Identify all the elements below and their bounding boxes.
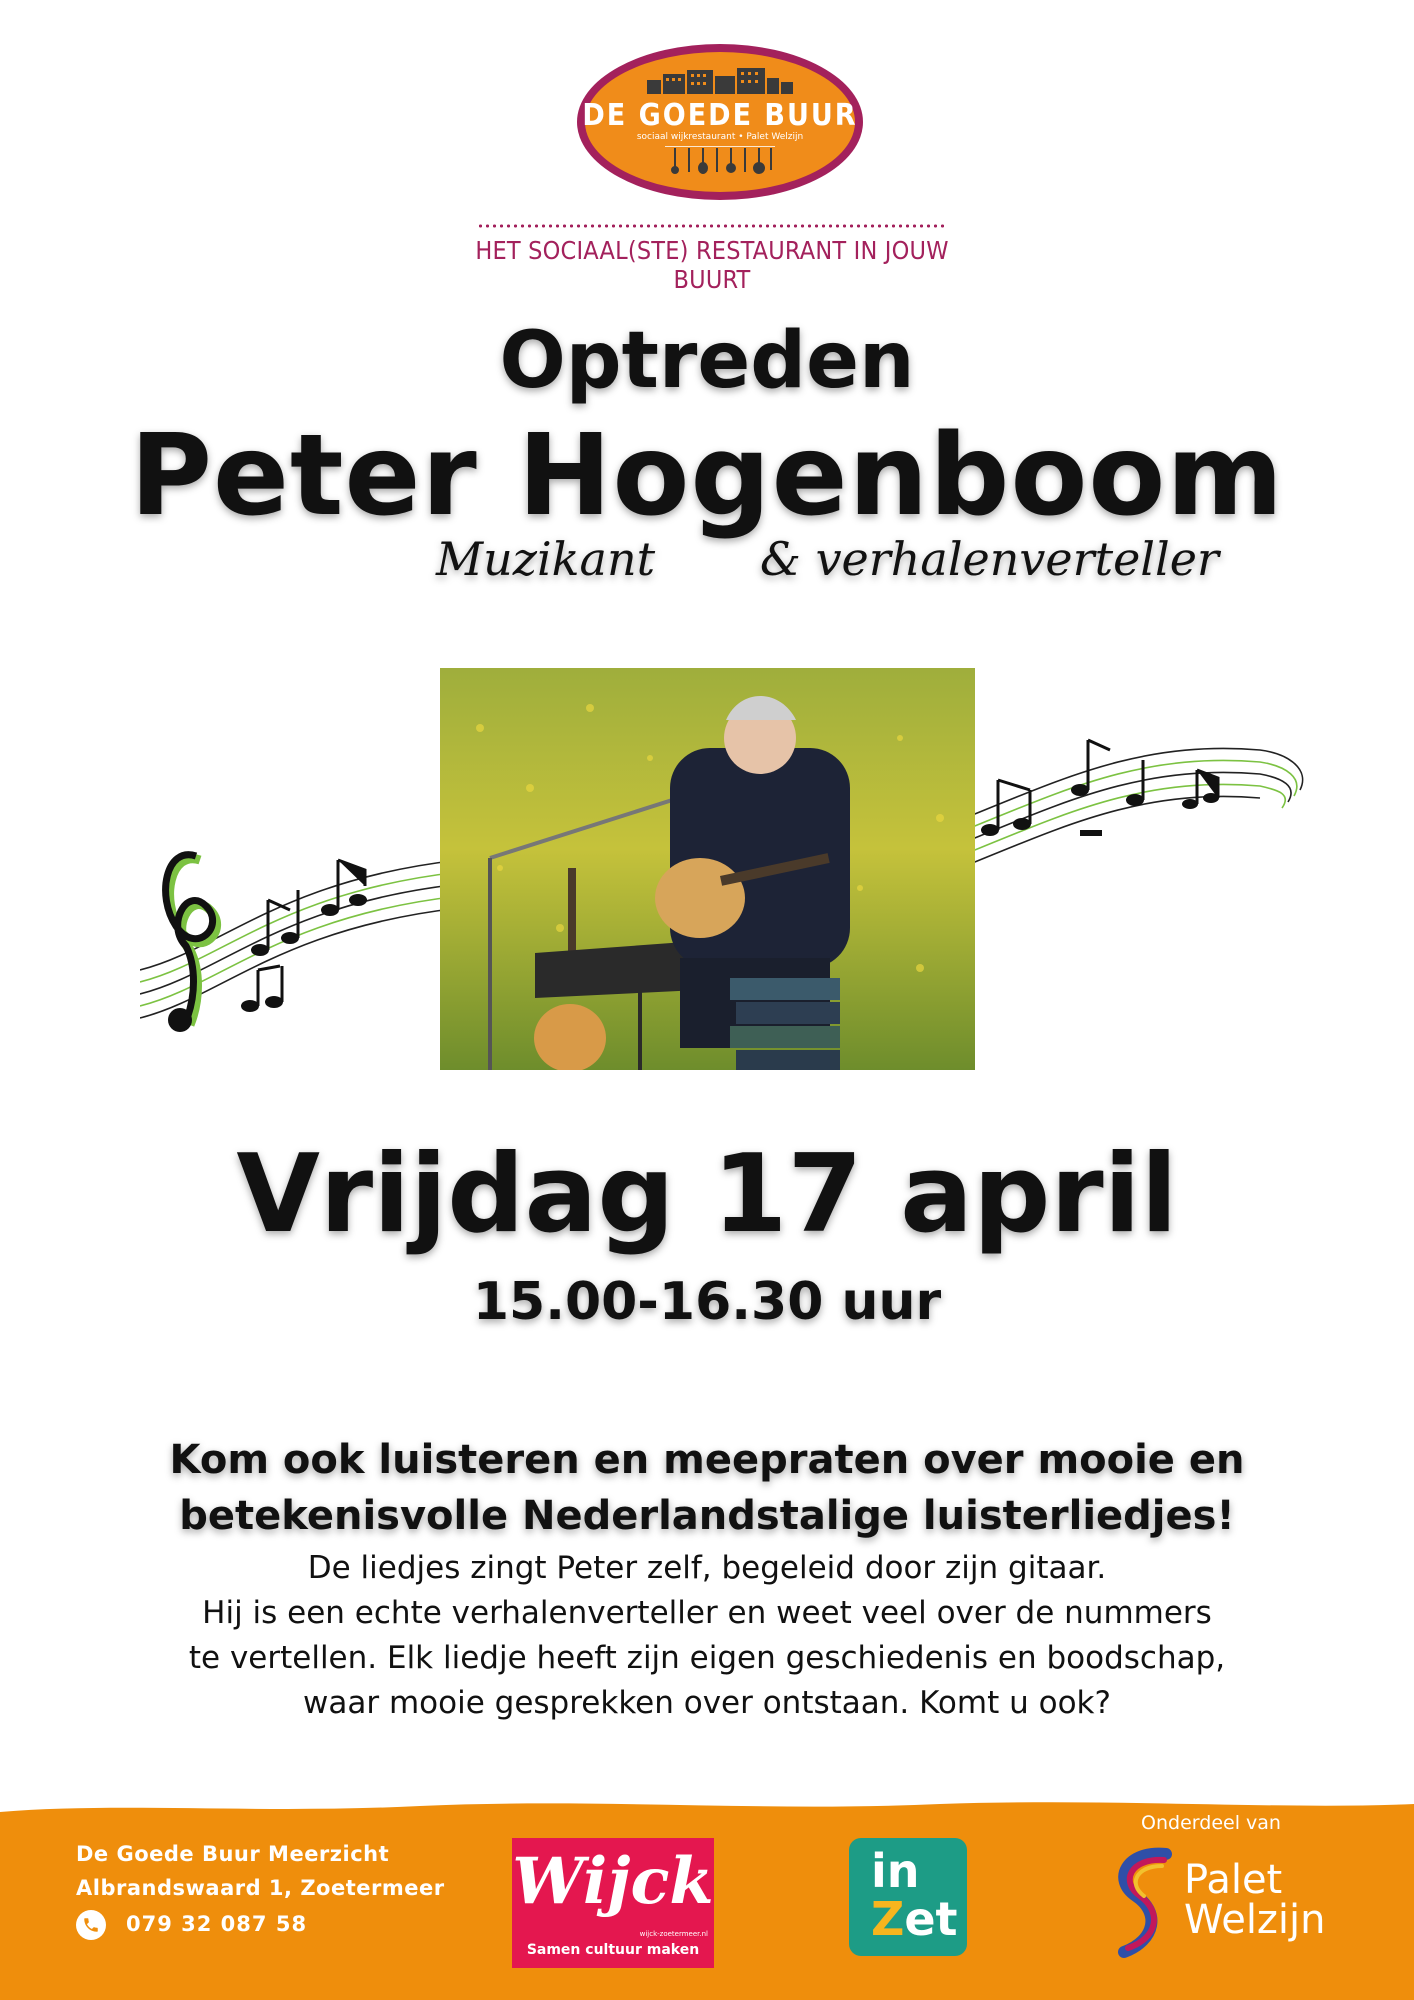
description-lead: Kom ook luisteren en meepraten over mooie en betekenisvolle Nederlandstalige luisterliedjes! [169,1437,1245,1539]
description-line: Hij is een echte verhalenverteller en weet veel over de nummers [202,1595,1212,1631]
music-staff-right [960,720,1310,880]
logo-divider [665,146,775,147]
tagline: HET SOCIAAL(STE) RESTAURANT IN JOUW BUURT [475,236,949,294]
wijck-url: wijck-zoetermeer.nl [639,1930,708,1938]
phone-number: 079 32 087 58 [126,1912,308,1936]
description-line: waar mooie gesprekken over ontstaan. Komt u ook? [303,1685,1111,1721]
event-time: 15.00-16.30 uur [472,1272,942,1332]
skyline-icon [645,66,795,94]
performer-role-verhalenverteller: & verhalenverteller [760,532,1219,586]
kitchen-tools-icon [667,148,777,174]
performer-role-muzikant: Muzikant [436,532,656,586]
music-staff-left [140,820,460,1050]
wijck-tagline: Samen cultuur maken [526,1942,700,1958]
description-line: te vertellen. Elk liedje heeft zijn eigen geschiedenis en boodschap, [188,1640,1226,1676]
description-body [110,1546,1304,1726]
dotted-divider [477,224,947,228]
venue-address: Albrandswaard 1, Zoetermeer [76,1876,445,1900]
onderdeel-van-label: Onderdeel van [1141,1812,1281,1834]
inzet-logo [849,1838,967,1956]
performer-photo [440,668,975,1070]
palet-swoosh-icon [1106,1840,1180,1960]
venue-name: De Goede Buur Meerzicht [76,1842,390,1866]
event-date: Vrijdag 17 april [236,1132,1178,1257]
inzet-z: Z [871,1892,905,1946]
palet-line1: Palet [1184,1857,1283,1903]
inzet-et: et [904,1892,958,1946]
event-type-heading: Optreden [499,316,915,406]
performer-name: Peter Hogenboom [129,411,1285,541]
logo-name: DE GOEDE BUUR [582,98,858,133]
inzet-zet [871,1892,958,1946]
phone-icon [76,1910,106,1940]
logo-subtitle: sociaal wijkrestaurant • Palet Welzijn [636,132,804,142]
description-line: De liedjes zingt Peter zelf, begeleid door zijn gitaar. [307,1550,1107,1586]
wijck-wordmark: Wijck [512,1844,714,1919]
treble-clef-icon [166,855,217,1032]
wijck-logo [512,1838,714,1968]
de-goede-buur-logo [577,44,863,200]
palet-line2: Welzijn [1184,1897,1326,1943]
music-notes-icon [981,740,1219,836]
inzet-in: in [871,1844,920,1898]
palet-welzijn-wordmark [1184,1857,1326,1943]
